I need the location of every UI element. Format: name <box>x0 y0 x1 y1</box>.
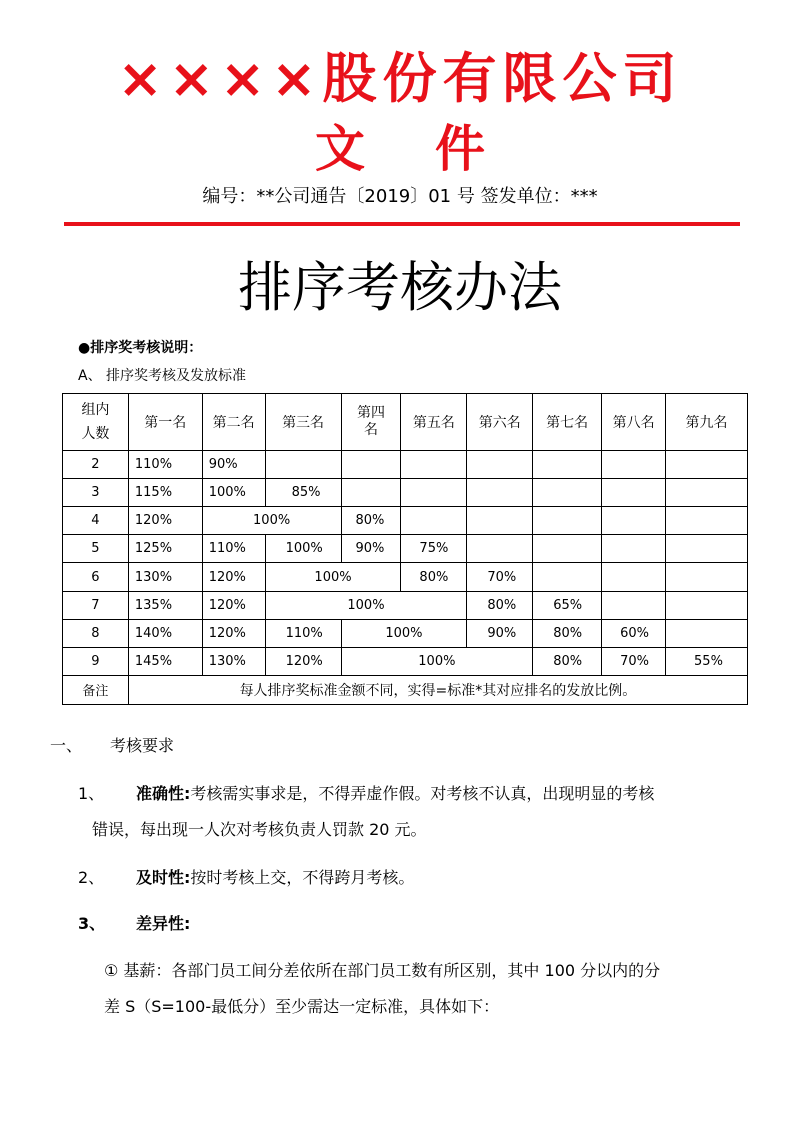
table-cell <box>666 535 748 563</box>
table-cell: 120% <box>265 647 341 675</box>
table-cell: 120% <box>202 563 265 591</box>
table-row <box>63 451 748 479</box>
table-cell: 70% <box>467 563 533 591</box>
table-cell: 110% <box>128 451 202 479</box>
table-row <box>63 563 748 591</box>
list-item <box>78 860 414 896</box>
document-label <box>0 118 800 180</box>
item-number: 1、 <box>78 784 105 803</box>
sub-item-text: ① 基薪：各部门员工间分差依所在部门员工数有所区别，其中 100 分以内的分 <box>104 961 661 980</box>
table-row <box>63 507 748 535</box>
table-cell <box>602 535 666 563</box>
note-label: 备注 <box>63 675 129 704</box>
list-item <box>78 906 190 942</box>
page-title: 排序考核办法 <box>238 256 562 319</box>
item-number: 3、 <box>78 914 106 933</box>
table-cell <box>401 451 467 479</box>
group-size-cell: 8 <box>63 619 129 647</box>
header-divider <box>64 222 740 226</box>
item-label: 差异性: <box>136 914 191 933</box>
table-cell <box>533 451 602 479</box>
table-cell <box>666 563 748 591</box>
section-title: 考核要求 <box>110 736 175 755</box>
table-cell: 90% <box>341 535 401 563</box>
table-cell: 90% <box>467 619 533 647</box>
ranking-table <box>62 393 748 705</box>
table-row <box>63 591 748 619</box>
header-group-size: 组内人数 <box>63 394 129 451</box>
document-char-2: 件 <box>435 120 485 178</box>
table-cell: 135% <box>128 591 202 619</box>
table-cell: 100% <box>341 619 467 647</box>
note-text: 每人排序奖标准金额不同，实得=标准*其对应排名的发放比例。 <box>128 675 747 704</box>
table-cell: 70% <box>602 647 666 675</box>
table-cell <box>602 507 666 535</box>
header-rank-1: 第一名 <box>128 394 202 451</box>
table-cell <box>666 479 748 507</box>
table-cell: 55% <box>666 647 748 675</box>
item-text: 考核需实事求是，不得弄虚作假。对考核不认真，出现明显的考核 <box>190 784 655 803</box>
table-cell: 80% <box>533 619 602 647</box>
header-rank-3: 第三名 <box>265 394 341 451</box>
table-cell <box>602 563 666 591</box>
table-cell: 60% <box>602 619 666 647</box>
table-row <box>63 619 748 647</box>
table-cell: 90% <box>202 451 265 479</box>
table-cell: 110% <box>265 619 341 647</box>
table-cell: 120% <box>202 619 265 647</box>
table-row-note <box>63 675 748 704</box>
header-rank-2: 第二名 <box>202 394 265 451</box>
table-cell: 65% <box>533 591 602 619</box>
table-cell <box>341 479 401 507</box>
table-cell <box>602 591 666 619</box>
table-cell: 100% <box>265 563 401 591</box>
table-cell: 100% <box>265 535 341 563</box>
table-cell <box>533 535 602 563</box>
table-row <box>63 535 748 563</box>
header-rank-7: 第七名 <box>533 394 602 451</box>
table-cell: 100% <box>202 507 341 535</box>
intro-subheading: A、 排序奖考核及发放标准 <box>78 368 247 384</box>
table-cell: 125% <box>128 535 202 563</box>
table-cell: 80% <box>533 647 602 675</box>
table-cell: 110% <box>202 535 265 563</box>
table-cell <box>533 507 602 535</box>
group-size-cell: 6 <box>63 563 129 591</box>
table-cell <box>401 507 467 535</box>
header-rank-8: 第八名 <box>602 394 666 451</box>
company-name: ××××股份有限公司 <box>117 47 683 110</box>
item-number: 2、 <box>78 868 105 887</box>
table-cell: 120% <box>202 591 265 619</box>
table-row <box>63 647 748 675</box>
group-size-cell: 5 <box>63 535 129 563</box>
table-cell: 100% <box>265 591 467 619</box>
table-cell: 80% <box>401 563 467 591</box>
header-rank-4: 第四名 <box>341 394 401 451</box>
table-row <box>63 479 748 507</box>
table-cell <box>467 479 533 507</box>
group-size-cell: 9 <box>63 647 129 675</box>
document-number: 编号：**公司通告〔2019〕01 号 签发单位：*** <box>202 186 598 207</box>
group-size-cell: 4 <box>63 507 129 535</box>
table-cell <box>533 563 602 591</box>
table-cell <box>467 451 533 479</box>
table-cell <box>467 507 533 535</box>
item-text-continued: 错误，每出现一人次对考核负责人罚款 20 元。 <box>92 820 427 839</box>
document-char-1: 文 <box>315 120 365 178</box>
item-label: 及时性: <box>136 868 191 887</box>
table-cell: 80% <box>467 591 533 619</box>
table-cell: 120% <box>128 507 202 535</box>
header-rank-5: 第五名 <box>401 394 467 451</box>
table-cell: 130% <box>128 563 202 591</box>
table-cell <box>265 451 341 479</box>
table-cell: 85% <box>265 479 341 507</box>
table-cell: 100% <box>202 479 265 507</box>
table-cell <box>666 591 748 619</box>
table-cell <box>666 507 748 535</box>
table-cell <box>401 479 467 507</box>
group-size-cell: 3 <box>63 479 129 507</box>
table-cell <box>602 451 666 479</box>
table-cell <box>341 451 401 479</box>
table-cell <box>602 479 666 507</box>
table-cell <box>467 535 533 563</box>
table-header-row <box>63 394 748 451</box>
sub-item-text-continued: 差 S（S=100-最低分）至少需达一定标准，具体如下： <box>104 997 500 1016</box>
header-rank-6: 第六名 <box>467 394 533 451</box>
item-label: 准确性: <box>136 784 191 803</box>
table-cell: 130% <box>202 647 265 675</box>
list-item <box>78 776 654 812</box>
intro-heading: ●排序奖考核说明： <box>78 340 203 356</box>
header-rank-9: 第九名 <box>666 394 748 451</box>
table-cell: 115% <box>128 479 202 507</box>
table-cell <box>666 451 748 479</box>
table-cell: 145% <box>128 647 202 675</box>
group-size-cell: 7 <box>63 591 129 619</box>
section-number: 一、 <box>50 736 83 755</box>
table-cell: 100% <box>341 647 533 675</box>
section-heading <box>50 734 174 758</box>
group-size-cell: 2 <box>63 451 129 479</box>
item-text: 按时考核上交，不得跨月考核。 <box>190 868 415 887</box>
table-cell: 75% <box>401 535 467 563</box>
table-cell <box>666 619 748 647</box>
table-cell: 140% <box>128 619 202 647</box>
table-cell: 80% <box>341 507 401 535</box>
table-cell <box>533 479 602 507</box>
